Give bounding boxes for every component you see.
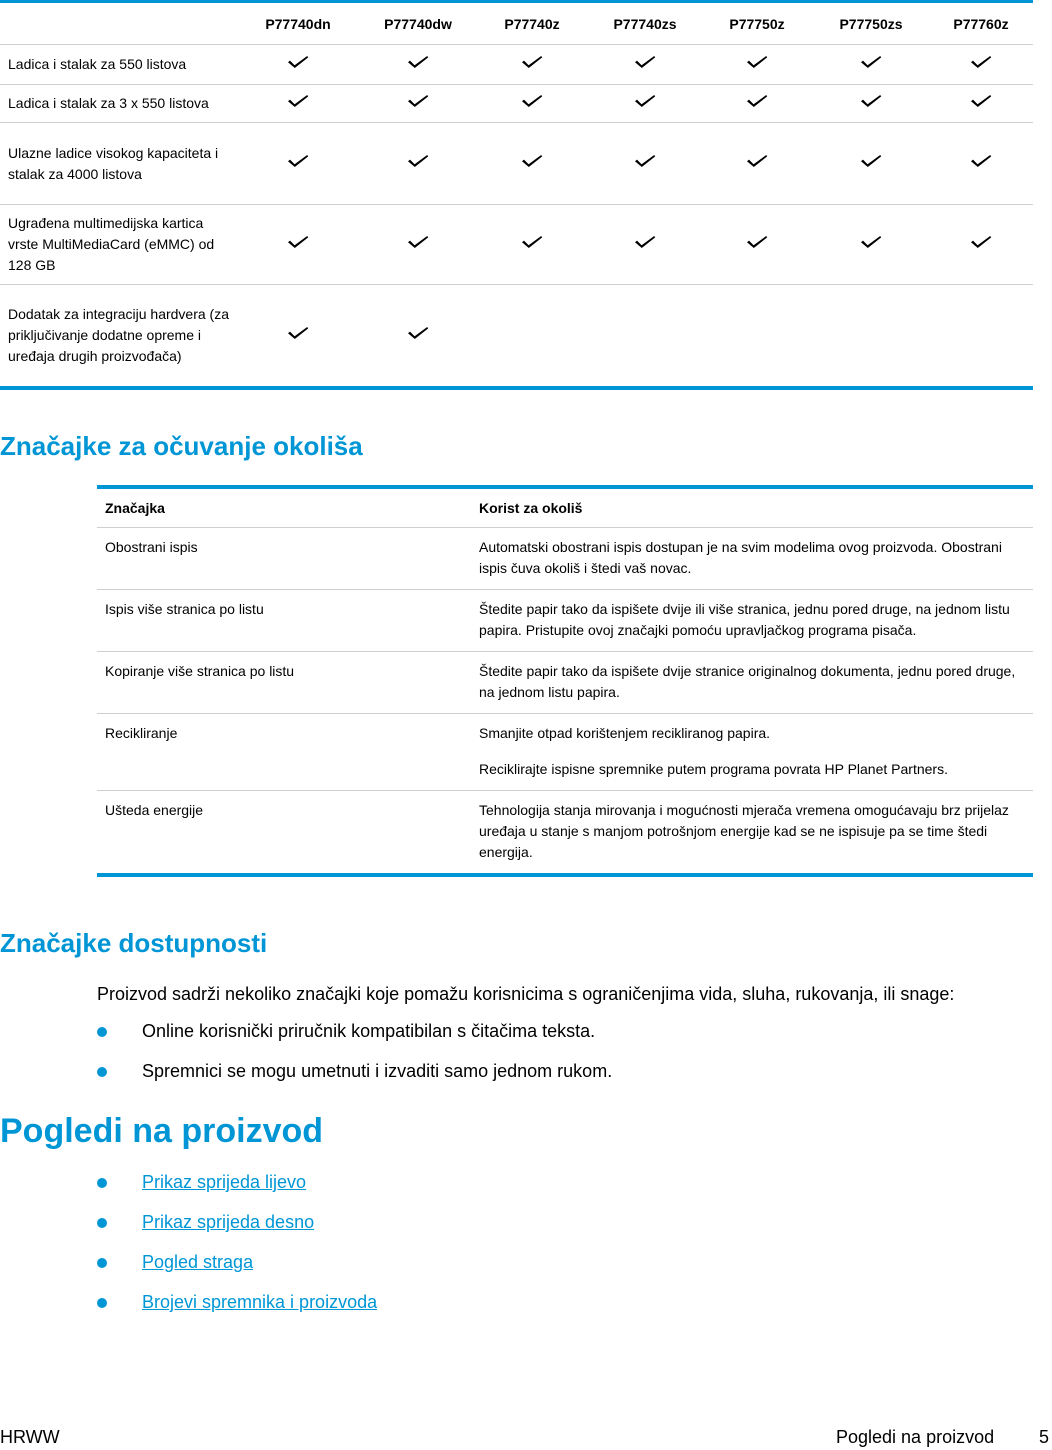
checkmark-icon xyxy=(860,235,882,249)
model-header: P77740z xyxy=(475,2,589,45)
table-row xyxy=(0,205,1033,285)
mark-cell xyxy=(701,45,813,85)
mark-cell xyxy=(589,85,701,123)
mark-cell xyxy=(929,205,1033,285)
feature-cell: Ladica i stalak za 3 x 550 listova xyxy=(0,85,235,123)
mark-cell xyxy=(589,45,701,85)
list-item-text: Spremnici se mogu umetnuti i izvaditi samo jednom rukom. xyxy=(142,1061,613,1081)
benefit-text: Štedite papir tako da ispišete dvije stranice originalnog dokumenta, jednu pored druge, na jednom listu papira. xyxy=(479,663,1016,700)
feature-cell: Dodatak za integraciju hardvera (za priključivanje dodatne opreme i uređaja drugih proizvođača) xyxy=(0,285,235,388)
mark-cell xyxy=(929,45,1033,85)
checkmark-icon xyxy=(287,235,309,249)
mark-cell xyxy=(589,205,701,285)
bullet-dot-icon xyxy=(97,1258,107,1268)
list-item xyxy=(97,1210,377,1250)
mark-cell xyxy=(361,285,475,388)
checkmark-icon xyxy=(634,235,656,249)
bullet-dot-icon xyxy=(97,1027,107,1037)
footer-section-title: Pogledi na proizvod xyxy=(836,1427,995,1447)
mark-cell xyxy=(589,285,701,388)
bullet-dot-icon xyxy=(97,1218,107,1228)
link-cartridge-product-numbers[interactable]: Brojevi spremnika i proizvoda xyxy=(142,1292,378,1312)
env-feature-cell: Kopiranje više stranica po listu xyxy=(97,652,471,714)
list-item xyxy=(97,1059,612,1099)
table-row xyxy=(97,590,1033,652)
checkmark-icon xyxy=(407,235,429,249)
env-benefit-cell xyxy=(471,590,1033,652)
mark-cell xyxy=(701,123,813,205)
table-row xyxy=(97,791,1033,876)
table-row xyxy=(0,45,1033,85)
list-item xyxy=(97,1170,377,1210)
mark-cell xyxy=(701,285,813,388)
views-section-heading: Pogledi na proizvod xyxy=(0,1112,324,1150)
mark-cell xyxy=(813,123,929,205)
list-item xyxy=(97,1290,377,1330)
list-item xyxy=(97,1250,377,1290)
bullet-dot-icon xyxy=(97,1178,107,1188)
checkmark-icon xyxy=(287,94,309,108)
link-rear-view[interactable]: Pogled straga xyxy=(142,1252,254,1272)
checkmark-icon xyxy=(634,154,656,168)
env-benefit-cell xyxy=(471,528,1033,590)
checkmark-icon xyxy=(407,94,429,108)
model-header: P77760z xyxy=(929,2,1033,45)
checkmark-icon xyxy=(970,235,992,249)
checkmark-icon xyxy=(521,94,543,108)
table-row xyxy=(97,528,1033,590)
mark-cell xyxy=(929,123,1033,205)
checkmark-icon xyxy=(860,154,882,168)
benefit-text: Smanjite otpad korištenjem recikliranog papira. xyxy=(479,725,771,741)
list-item-text: Online korisnički priručnik kompatibilan s čitačima teksta. xyxy=(142,1021,596,1041)
bullet-dot-icon xyxy=(97,1067,107,1077)
checkmark-icon xyxy=(287,55,309,69)
mark-cell xyxy=(929,285,1033,388)
access-section-heading: Značajke dostupnosti xyxy=(0,928,268,958)
table-row xyxy=(0,85,1033,123)
mark-cell xyxy=(701,205,813,285)
table-row xyxy=(97,652,1033,714)
feature-cell: Ulazne ladice visokog kapaciteta i stalak za 4000 listova xyxy=(0,123,235,205)
env-section-heading: Značajke za očuvanje okoliša xyxy=(0,431,363,461)
mark-cell xyxy=(235,85,361,123)
mark-cell xyxy=(361,45,475,85)
checkmark-icon xyxy=(634,94,656,108)
mark-cell xyxy=(235,45,361,85)
env-feature-cell: Ušteda energije xyxy=(97,791,471,876)
checkmark-icon xyxy=(287,154,309,168)
mark-cell xyxy=(475,45,589,85)
views-link-list xyxy=(97,1170,377,1330)
mark-cell xyxy=(813,205,929,285)
checkmark-icon xyxy=(746,94,768,108)
models-feature-table xyxy=(0,0,1033,390)
table-row xyxy=(0,285,1033,388)
checkmark-icon xyxy=(746,154,768,168)
model-header: P77740dn xyxy=(235,2,361,45)
mark-cell xyxy=(475,285,589,388)
feature-cell: Ugrađena multimedijska kartica vrste MultiMediaCard (eMMC) od 128 GB xyxy=(0,205,235,285)
models-header-blank xyxy=(0,2,235,45)
checkmark-icon xyxy=(521,55,543,69)
mark-cell xyxy=(813,45,929,85)
checkmark-icon xyxy=(970,55,992,69)
env-feature-cell: Ispis više stranica po listu xyxy=(97,590,471,652)
mark-cell xyxy=(361,205,475,285)
mark-cell xyxy=(813,285,929,388)
model-header: P77750z xyxy=(701,2,813,45)
mark-cell xyxy=(475,123,589,205)
link-front-right-view[interactable]: Prikaz sprijeda desno xyxy=(142,1212,315,1232)
mark-cell xyxy=(475,205,589,285)
checkmark-icon xyxy=(287,326,309,340)
mark-cell xyxy=(235,123,361,205)
mark-cell xyxy=(361,85,475,123)
env-feature-table xyxy=(97,485,1033,877)
benefit-text: Automatski obostrani ispis dostupan je na svim modelima ovog proizvoda. Obostrani ispis čuva okoliš i štedi vaš novac. xyxy=(479,539,1002,576)
checkmark-icon xyxy=(860,55,882,69)
env-benefit-cell xyxy=(471,791,1033,876)
env-feature-cell: Recikliranje xyxy=(97,714,471,791)
model-header: P77740zs xyxy=(589,2,701,45)
mark-cell xyxy=(235,285,361,388)
checkmark-icon xyxy=(407,154,429,168)
checkmark-icon xyxy=(746,235,768,249)
checkmark-icon xyxy=(634,55,656,69)
env-benefit-cell xyxy=(471,714,1033,791)
mark-cell xyxy=(701,85,813,123)
footer-left-label: HRWW xyxy=(0,1427,60,1447)
benefit-text: Tehnologija stanja mirovanja i mogućnosti mjerača vremena omogućavaju brz prijelaz uređaja u stanje s manjom potrošnjom energije kad se ne ispisuje pa se time štedi energija. xyxy=(479,802,1009,860)
checkmark-icon xyxy=(970,154,992,168)
models-header-row xyxy=(0,2,1033,45)
benefit-text: Reciklirajte ispisne spremnike putem programa povrata HP Planet Partners. xyxy=(479,761,948,777)
checkmark-icon xyxy=(521,235,543,249)
checkmark-icon xyxy=(407,55,429,69)
access-bullet-list xyxy=(97,1019,612,1099)
env-feature-cell: Obostrani ispis xyxy=(97,528,471,590)
link-front-left-view[interactable]: Prikaz sprijeda lijevo xyxy=(142,1172,307,1192)
checkmark-icon xyxy=(521,154,543,168)
checkmark-icon xyxy=(746,55,768,69)
feature-cell: Ladica i stalak za 550 listova xyxy=(0,45,235,85)
access-intro: Proizvod sadrži nekoliko značajki koje pomažu korisnicima s ograničenjima vida, sluha, rukovanja, ili snage: xyxy=(97,984,955,1004)
env-benefit-cell xyxy=(471,652,1033,714)
bullet-dot-icon xyxy=(97,1298,107,1308)
benefit-text: Štedite papir tako da ispišete dvije ili više stranica, jednu pored druge, na jednom listu papira. Pristupite ovoj značajki pomoću upravljačkog programa pisača. xyxy=(479,601,1010,638)
env-header-benefit: Korist za okoliš xyxy=(471,487,1033,528)
model-header: P77740dw xyxy=(361,2,475,45)
table-row xyxy=(0,123,1033,205)
mark-cell xyxy=(813,85,929,123)
list-item xyxy=(97,1019,612,1059)
mark-cell xyxy=(929,85,1033,123)
mark-cell xyxy=(475,85,589,123)
mark-cell xyxy=(235,205,361,285)
checkmark-icon xyxy=(970,94,992,108)
table-row xyxy=(97,714,1033,791)
page-number: 5 xyxy=(1039,1427,1050,1447)
mark-cell xyxy=(361,123,475,205)
env-header-row xyxy=(97,487,1033,528)
env-header-feature: Značajka xyxy=(97,487,471,528)
checkmark-icon xyxy=(407,326,429,340)
model-header: P77750zs xyxy=(813,2,929,45)
checkmark-icon xyxy=(860,94,882,108)
mark-cell xyxy=(589,123,701,205)
